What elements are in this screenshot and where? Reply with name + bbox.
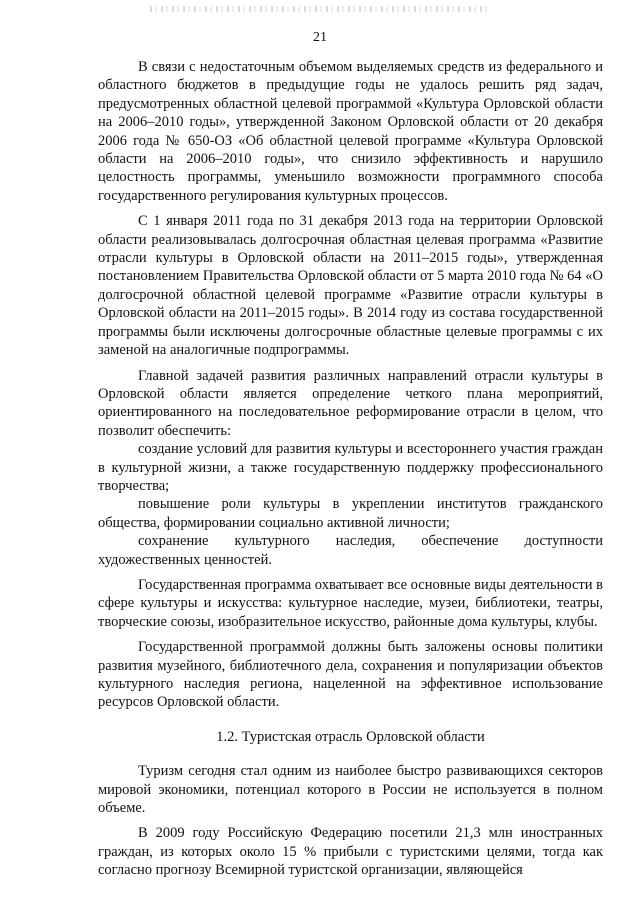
scan-artifact: [150, 6, 490, 12]
list-item-heritage: сохранение культурного наследия, обеспечение доступности художественных ценностей.: [98, 533, 603, 568]
paragraph-funding: В связи с недостаточным объемом выделяемых средств из федерального и областного бюджетов в предыдущие годы не удалось решить ряд задач, предусмотренных областной целевой программой «Культура Орловской области на 2006–2010 годы», утвержденной Законом Орловской области от 20 декабря 2006 года № 650-ОЗ «Об областной целевой программе «Культура Орловской области на 2006–2010 годы», что снизило эффективность и нарушило целостность программы, уменьшило возможности программного способа государственного регулирования культурных процессов.: [98, 59, 603, 204]
paragraph-coverage: Государственная программа охватывает все основные виды деятельности в сфере культуры и искусства: культурное наследие, музеи, библиотеки, театры, творческие союзы, изобразительное искусство, районные дома культуры, клубы.: [98, 576, 603, 630]
paragraph-visitors: В 2009 году Российскую Федерацию посетили 21,3 млн иностранных граждан, из которых около 15 % прибыли с туристскими целями, тогда как согласно прогнозу Всемирной туристской организации, являющейся: [98, 825, 603, 879]
paragraph-main-task: Главной задачей развития различных направлений отрасли культуры в Орловской области является определение четкого плана мероприятий, ориентированного на последовательное реформирование отрасли в целом, что позволит обеспечить:: [98, 367, 603, 439]
page-number: 21: [313, 30, 327, 45]
list-item-role: повышение роли культуры в укреплении институтов гражданского общества, формировании социально активной личности;: [98, 496, 603, 531]
page-body: [98, 58, 603, 880]
list-item-conditions: создание условий для развития культуры и всестороннего участия граждан в культурной жизни, а также государственную поддержку профессионального творчества;: [98, 441, 603, 494]
paragraph-policy: Государственной программой должны быть заложены основы политики развития музейного, библиотечного дела, сохранения и популяризации объектов культурного наследия региона, нацеленной на эффективное использование ресурсов Орловской области.: [98, 639, 603, 711]
paragraph-program-2011: С 1 января 2011 года по 31 декабря 2013 года на территории Орловской области реализовывалась долгосрочная областная целевая программа «Развитие отрасли культуры в Орловской области на 2011–2015 годы», утвержденная постановлением Правительства Орловской области от 5 марта 2010 года № 64 «О долгосрочной областной целевой программе «Развитие отрасли культуры в Орловской области на 2011–2015 годы». В 2014 году из состава государственной программы были исключены долгосрочные областные целевые программы с их заменой на аналогичные подпрограммы.: [98, 213, 603, 359]
paragraph-tourism: Туризм сегодня стал одним из наиболее быстро развивающихся секторов мировой экономики, потенциал которого в России не используется в полном объеме.: [98, 763, 603, 817]
section-heading: 1.2. Туристская отрасль Орловской области: [216, 728, 485, 745]
